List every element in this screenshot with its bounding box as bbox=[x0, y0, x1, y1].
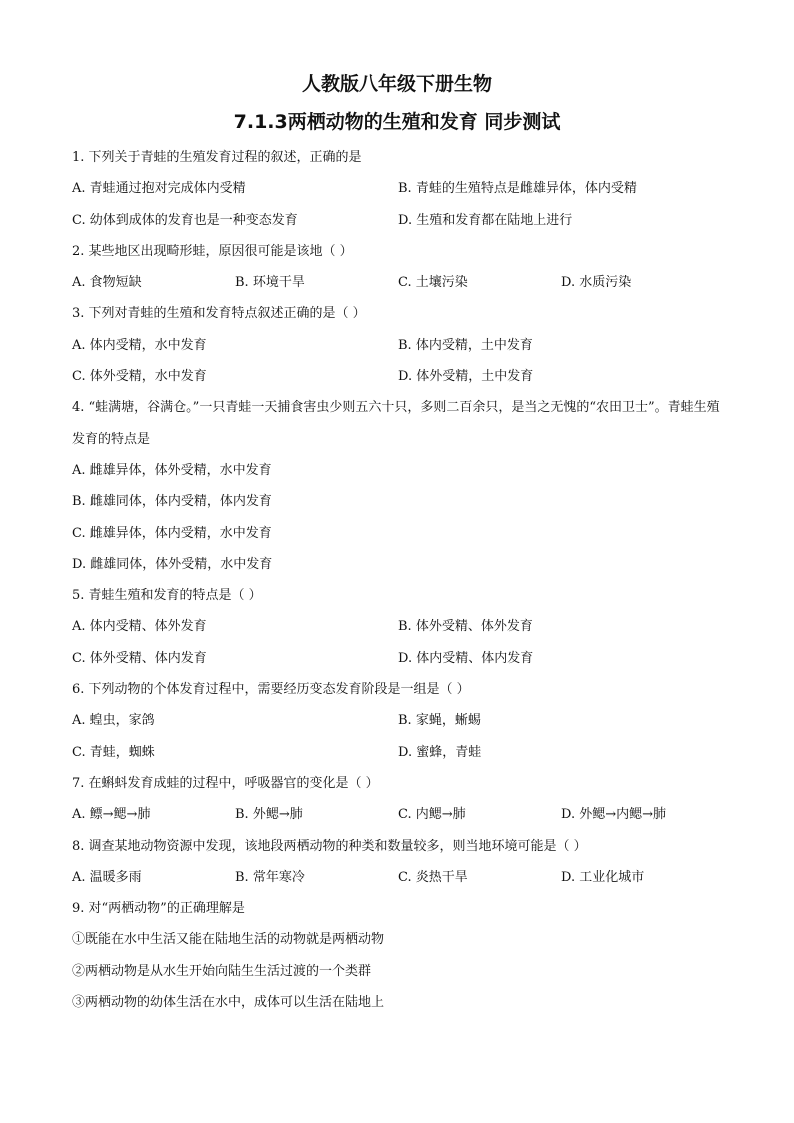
question-8 bbox=[72, 831, 722, 894]
options-row bbox=[72, 643, 722, 674]
option-c: C. 体外受精、体内发育 bbox=[72, 650, 207, 666]
question-3 bbox=[72, 298, 722, 392]
option-b: B. 外鳃→肺 bbox=[235, 807, 303, 823]
option-a: A. 温暖多雨 bbox=[72, 869, 142, 885]
options-row bbox=[72, 737, 722, 768]
option-b: B. 青蛙的生殖特点是雌雄异体，体内受精 bbox=[398, 181, 637, 197]
option-c: C. 炎热干旱 bbox=[398, 869, 468, 885]
question-stem: 4. “蛙满塘，谷满仓。”一只青蛙一天捕食害虫少则五六十只，多则二百余只，是当之无愧的“农田卫士”。青蛙生殖发育的特点是 bbox=[72, 400, 720, 447]
document-subtitle: 7.1.3两栖动物的生殖和发育 同步测试 bbox=[233, 111, 561, 133]
question-stem: 3. 下列对青蛙的生殖和发育特点叙述正确的是（ ） bbox=[72, 306, 366, 322]
option-b: B. 常年寒冷 bbox=[235, 869, 305, 885]
options-row bbox=[72, 267, 722, 298]
option-c: C. 雌雄异体，体内受精，水中发育 bbox=[72, 525, 272, 541]
question-5 bbox=[72, 580, 722, 674]
options-row bbox=[72, 611, 722, 642]
options-row bbox=[72, 862, 722, 893]
statement-2: ②两栖动物是从水生开始向陆生生活过渡的一个类群 bbox=[72, 963, 372, 979]
question-7 bbox=[72, 768, 722, 831]
question-6 bbox=[72, 674, 722, 768]
option-d: D. 体外受精，土中发育 bbox=[398, 369, 534, 385]
option-d: D. 工业化城市 bbox=[561, 869, 645, 885]
question-stem: 2. 某些地区出现畸形蛙，原因很可能是该地（ ） bbox=[72, 243, 353, 259]
options-row bbox=[72, 173, 722, 204]
option-c: C. 青蛙，蜘蛛 bbox=[72, 744, 155, 760]
question-stem: 7. 在蝌蚪发育成蛙的过程中，呼吸器官的变化是（ ） bbox=[72, 775, 379, 791]
option-a: A. 体内受精，水中发育 bbox=[72, 337, 207, 353]
option-d: D. 体内受精、体内发育 bbox=[398, 650, 534, 666]
option-a: A. 鳔→鳃→肺 bbox=[72, 807, 151, 823]
option-b: B. 体外受精、体外发育 bbox=[398, 619, 533, 635]
question-stem: 5. 青蛙生殖和发育的特点是（ ） bbox=[72, 588, 262, 604]
option-c: C. 内鳃→肺 bbox=[398, 807, 466, 823]
option-a: A. 蝗虫，家鸽 bbox=[72, 713, 155, 729]
question-2 bbox=[72, 236, 722, 299]
option-b: B. 雌雄同体，体内受精，体内发育 bbox=[72, 494, 272, 510]
option-b: B. 家蝇，蜥蜴 bbox=[398, 713, 481, 729]
statement-3: ③两栖动物的幼体生活在水中，成体可以生活在陆地上 bbox=[72, 995, 385, 1011]
option-d: D. 蜜蜂，青蛙 bbox=[398, 744, 482, 760]
option-a: A. 食物短缺 bbox=[72, 275, 142, 291]
options-row bbox=[72, 705, 722, 736]
option-a: A. 体内受精、体外发育 bbox=[72, 619, 207, 635]
options-row bbox=[72, 361, 722, 392]
question-stem: 9. 对“两栖动物”的正确理解是 bbox=[72, 901, 245, 917]
option-b: B. 环境干旱 bbox=[235, 275, 305, 291]
question-stem: 8. 调查某地动物资源中发现，该地段两栖动物的种类和数量较多，则当地环境可能是（ ） bbox=[72, 838, 587, 854]
options-row bbox=[72, 205, 722, 236]
option-b: B. 体内受精，土中发育 bbox=[398, 337, 533, 353]
option-a: A. 雌雄异体，体外受精，水中发育 bbox=[72, 462, 272, 478]
option-d: D. 雌雄同体，体外受精，水中发育 bbox=[72, 556, 273, 572]
question-stem: 1. 下列关于青蛙的生殖发育过程的叙述，正确的是 bbox=[72, 150, 362, 165]
option-d: D. 生殖和发育都在陆地上进行 bbox=[398, 212, 573, 228]
option-c: C. 幼体到成体的发育也是一种变态发育 bbox=[72, 212, 298, 228]
document-title: 人教版八年级下册生物 bbox=[301, 73, 492, 95]
option-c: C. 土壤污染 bbox=[398, 275, 468, 291]
options-row bbox=[72, 330, 722, 361]
options-row bbox=[72, 799, 722, 830]
question-stem: 6. 下列动物的个体发育过程中，需要经历变态发育阶段是一组是（ ） bbox=[72, 682, 470, 698]
question-4 bbox=[72, 392, 722, 580]
option-a: A. 青蛙通过抱对完成体内受精 bbox=[72, 181, 246, 197]
option-d: D. 水质污染 bbox=[561, 275, 632, 291]
question-9 bbox=[72, 893, 722, 1018]
statement-1: ①既能在水中生活又能在陆地生活的动物就是两栖动物 bbox=[72, 932, 385, 948]
option-c: C. 体外受精，水中发育 bbox=[72, 369, 207, 385]
option-d: D. 外鳃→内鳃→肺 bbox=[561, 807, 667, 823]
question-1 bbox=[72, 142, 722, 236]
